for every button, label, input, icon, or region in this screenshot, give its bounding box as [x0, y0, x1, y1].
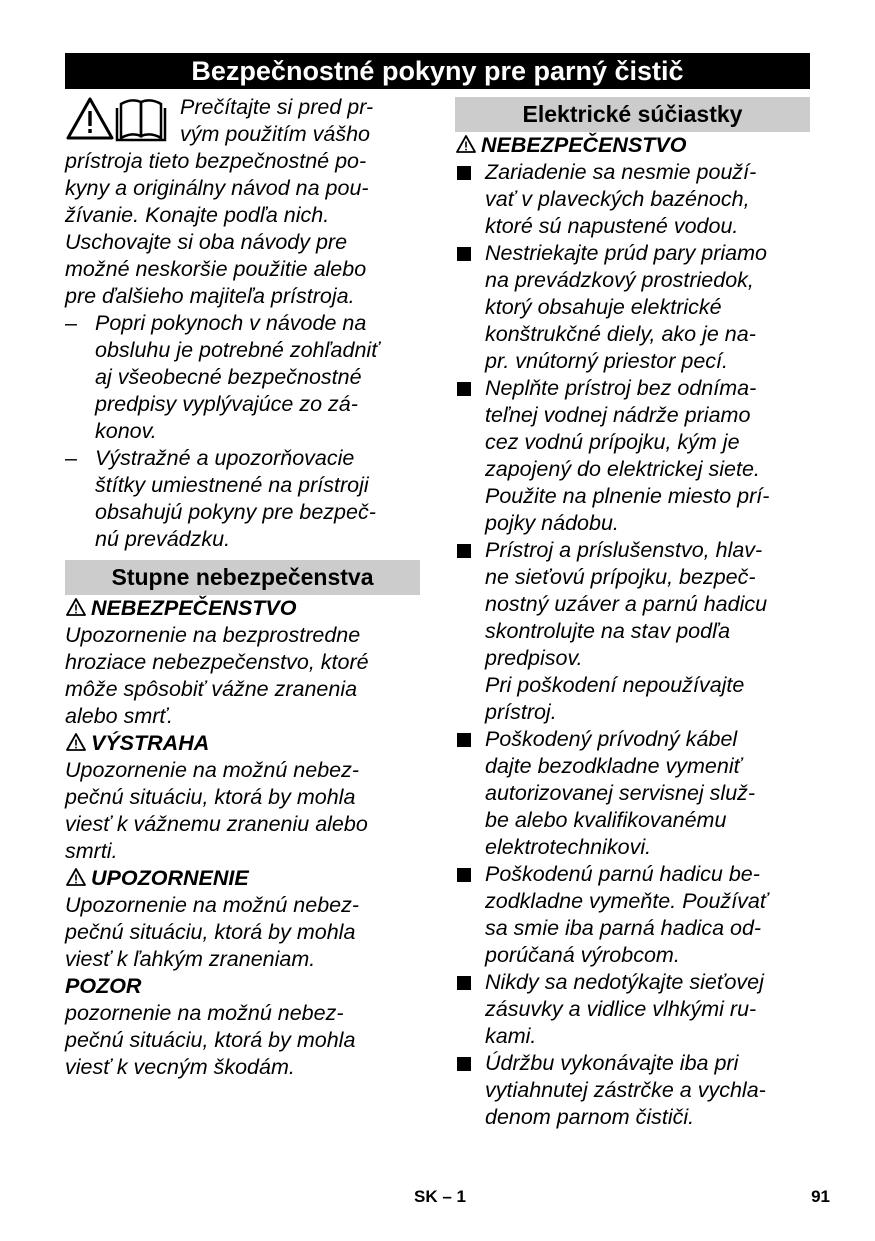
list-item-line: pr. vnútorný priestor pecí.	[485, 349, 728, 373]
list-item-line: vytiahnutej zástrčke a vychla-	[485, 1078, 766, 1102]
level-text: pozornenie na možnú nebez-	[65, 1001, 344, 1025]
warning-icon	[455, 134, 477, 154]
square-bullet-icon	[457, 247, 471, 261]
list-item-line: dajte bezodkladne vymeniť	[485, 754, 742, 778]
list-item-line: Použite na plnenie miesto prí-	[485, 484, 770, 508]
level-text: viesť k ľahkým zraneniam.	[65, 947, 316, 971]
list-item-line: elektrotechnikovi.	[485, 835, 652, 859]
list-item	[455, 726, 810, 861]
list-item-line: konštrukčné diely, ako je na-	[485, 322, 756, 346]
warning-manual-icon	[65, 96, 175, 142]
section-heading-electric: Elektrické súčiastky	[455, 97, 810, 132]
level-text: hroziace nebezpečenstvo, ktoré	[65, 650, 369, 674]
list-item-line: ne sieťovú prípojku, bezpeč-	[485, 565, 756, 589]
level-text: alebo smrť.	[65, 704, 173, 728]
list-item	[455, 537, 810, 726]
list-item-line: denom parnom čističi.	[485, 1105, 695, 1129]
square-bullet-icon	[457, 544, 471, 558]
square-bullet-icon	[457, 868, 471, 882]
list-item-line: Nestriekajte prúd pary priamo	[485, 241, 768, 265]
list-item	[455, 861, 810, 969]
danger-title-text: NEBEZPEČENSTVO	[481, 133, 687, 157]
list-item-line: zodkladne vymeňte. Používať	[485, 889, 768, 913]
section-heading-levels: Stupne nebezpečenstva	[65, 560, 420, 595]
intro-line: žívanie. Konajte podľa nich.	[65, 203, 330, 227]
list-item-line: aj všeobecné bezpečnostné	[95, 365, 362, 389]
list-item-line: Popri pokynoch v návode na	[95, 311, 367, 335]
danger-title	[455, 132, 810, 159]
list-item	[455, 969, 810, 1050]
list-item-line: obsahujú pokyny pre bezpeč-	[95, 500, 376, 524]
square-bullet-icon	[457, 382, 471, 396]
level-text: môže spôsobiť vážne zranenia	[65, 677, 358, 701]
level-text: pečnú situáciu, ktorá by mohla	[65, 785, 356, 809]
intro-dash-list	[65, 310, 420, 553]
list-item-line: nú prevádzku.	[95, 527, 231, 551]
list-item-line: skontrolujte na stav podľa	[485, 619, 731, 643]
level-text: Upozornenie na možnú nebez-	[65, 758, 360, 782]
list-item	[455, 240, 810, 375]
dash-bullet: –	[65, 311, 77, 335]
intro-line: Prečítajte si pred pr-	[180, 95, 374, 119]
list-item-line: Poškodený prívodný kábel	[485, 727, 738, 751]
intro-line: Uschovajte si oba návody pre	[65, 230, 348, 254]
warning-icon	[65, 867, 87, 887]
level-text: pečnú situáciu, ktorá by mohla	[65, 1028, 356, 1052]
level-title-text: NEBEZPEČENSTVO	[91, 596, 297, 620]
list-item-line: štítky umiestnené na prístroji	[95, 473, 369, 497]
level-text: viesť k vážnemu zraneniu alebo	[65, 812, 368, 836]
level-text: Upozornenie na možnú nebez-	[65, 893, 360, 917]
list-item-line: prístroj.	[485, 700, 557, 724]
intro-line: vým použitím vášho	[180, 122, 370, 146]
list-item-line: obsluhu je potrebné zohľadniť	[95, 338, 379, 362]
level-text: Upozornenie na bezprostredne	[65, 623, 361, 647]
level-title-text: UPOZORNENIE	[91, 866, 249, 890]
list-item	[65, 310, 420, 445]
list-item-line: autorizovanej servisnej služ-	[485, 781, 756, 805]
page-title: Bezpečnostné pokyny pre parný čistič	[65, 53, 810, 89]
list-item-line: predpisy vyplývajúce zo zá-	[95, 392, 358, 416]
level-text: viesť k vecným škodám.	[65, 1055, 295, 1079]
list-item-line: vať v plaveckých bazénoch,	[485, 187, 750, 211]
list-item-line: Prístroj a príslušenstvo, hlav-	[485, 538, 763, 562]
list-item-line: cez vodnú prípojku, kým je	[485, 430, 740, 454]
list-item-line: na prevádzkový prostriedok,	[485, 268, 754, 292]
intro-block	[65, 94, 420, 310]
list-item-line: Neplňte prístroj bez odníma-	[485, 376, 757, 400]
level-title	[65, 595, 420, 622]
level-title	[65, 865, 420, 892]
list-item	[65, 445, 420, 553]
left-column	[65, 94, 420, 1081]
page-number: 91	[811, 1187, 830, 1206]
dash-bullet: –	[65, 446, 77, 470]
intro-line: pre ďalšieho majiteľa prístroja.	[65, 284, 355, 308]
list-item-line: kami.	[485, 1024, 537, 1048]
list-item-line: sa smie iba parná hadica od-	[485, 916, 762, 940]
level-title-text: POZOR	[65, 974, 142, 998]
square-bullet-icon	[457, 733, 471, 747]
list-item-line: Údržbu vykonávajte iba pri	[485, 1051, 739, 1075]
warning-icon	[65, 732, 87, 752]
square-bullet-icon	[457, 976, 471, 990]
list-item-line: Poškodenú parnú hadicu be-	[485, 862, 760, 886]
level-title-text: VÝSTRAHA	[91, 731, 210, 755]
list-item-line: porúčaná výrobcom.	[485, 943, 680, 967]
square-bullet-icon	[457, 166, 471, 180]
intro-line: možné neskoršie použitie alebo	[65, 257, 367, 281]
list-item-line: Výstražné a upozorňovacie	[95, 446, 355, 470]
level-title	[65, 730, 420, 757]
list-item-line: be alebo kvalifikovanému	[485, 808, 727, 832]
level-text: pečnú situáciu, ktorá by mohla	[65, 920, 356, 944]
list-item	[455, 1050, 810, 1131]
list-item-line: pojky nádobu.	[485, 511, 619, 535]
level-text: smrti.	[65, 839, 118, 863]
list-item-line: Nikdy sa nedotýkajte sieťovej	[485, 970, 764, 994]
warning-icon	[65, 597, 87, 617]
list-item	[455, 159, 810, 240]
intro-line: prístroja tieto bezpečnostné po-	[65, 149, 367, 173]
list-item-line: teľnej vodnej nádrže priamo	[485, 403, 751, 427]
list-item-line: ktorý obsahuje elektrické	[485, 295, 722, 319]
list-item	[455, 375, 810, 537]
right-column	[455, 94, 810, 1131]
list-item-line: ktoré sú napustené vodou.	[485, 214, 739, 238]
footer-section-code: SK – 1	[414, 1187, 466, 1206]
level-title	[65, 973, 420, 1000]
list-item-line: konov.	[95, 419, 157, 443]
list-item-line: Zariadenie sa nesmie použí-	[485, 160, 757, 184]
list-item-line: nostný uzáver a parnú hadicu	[485, 592, 768, 616]
electric-bullet-list	[455, 159, 810, 1131]
square-bullet-icon	[457, 1057, 471, 1071]
list-item-line: zapojený do elektrickej siete.	[485, 457, 760, 481]
list-item-line: Pri poškodení nepoužívajte	[485, 673, 745, 697]
list-item-line: predpisov.	[485, 646, 583, 670]
intro-line: kyny a originálny návod na pou-	[65, 176, 369, 200]
list-item-line: zásuvky a vidlice vlhkými ru-	[485, 997, 757, 1021]
